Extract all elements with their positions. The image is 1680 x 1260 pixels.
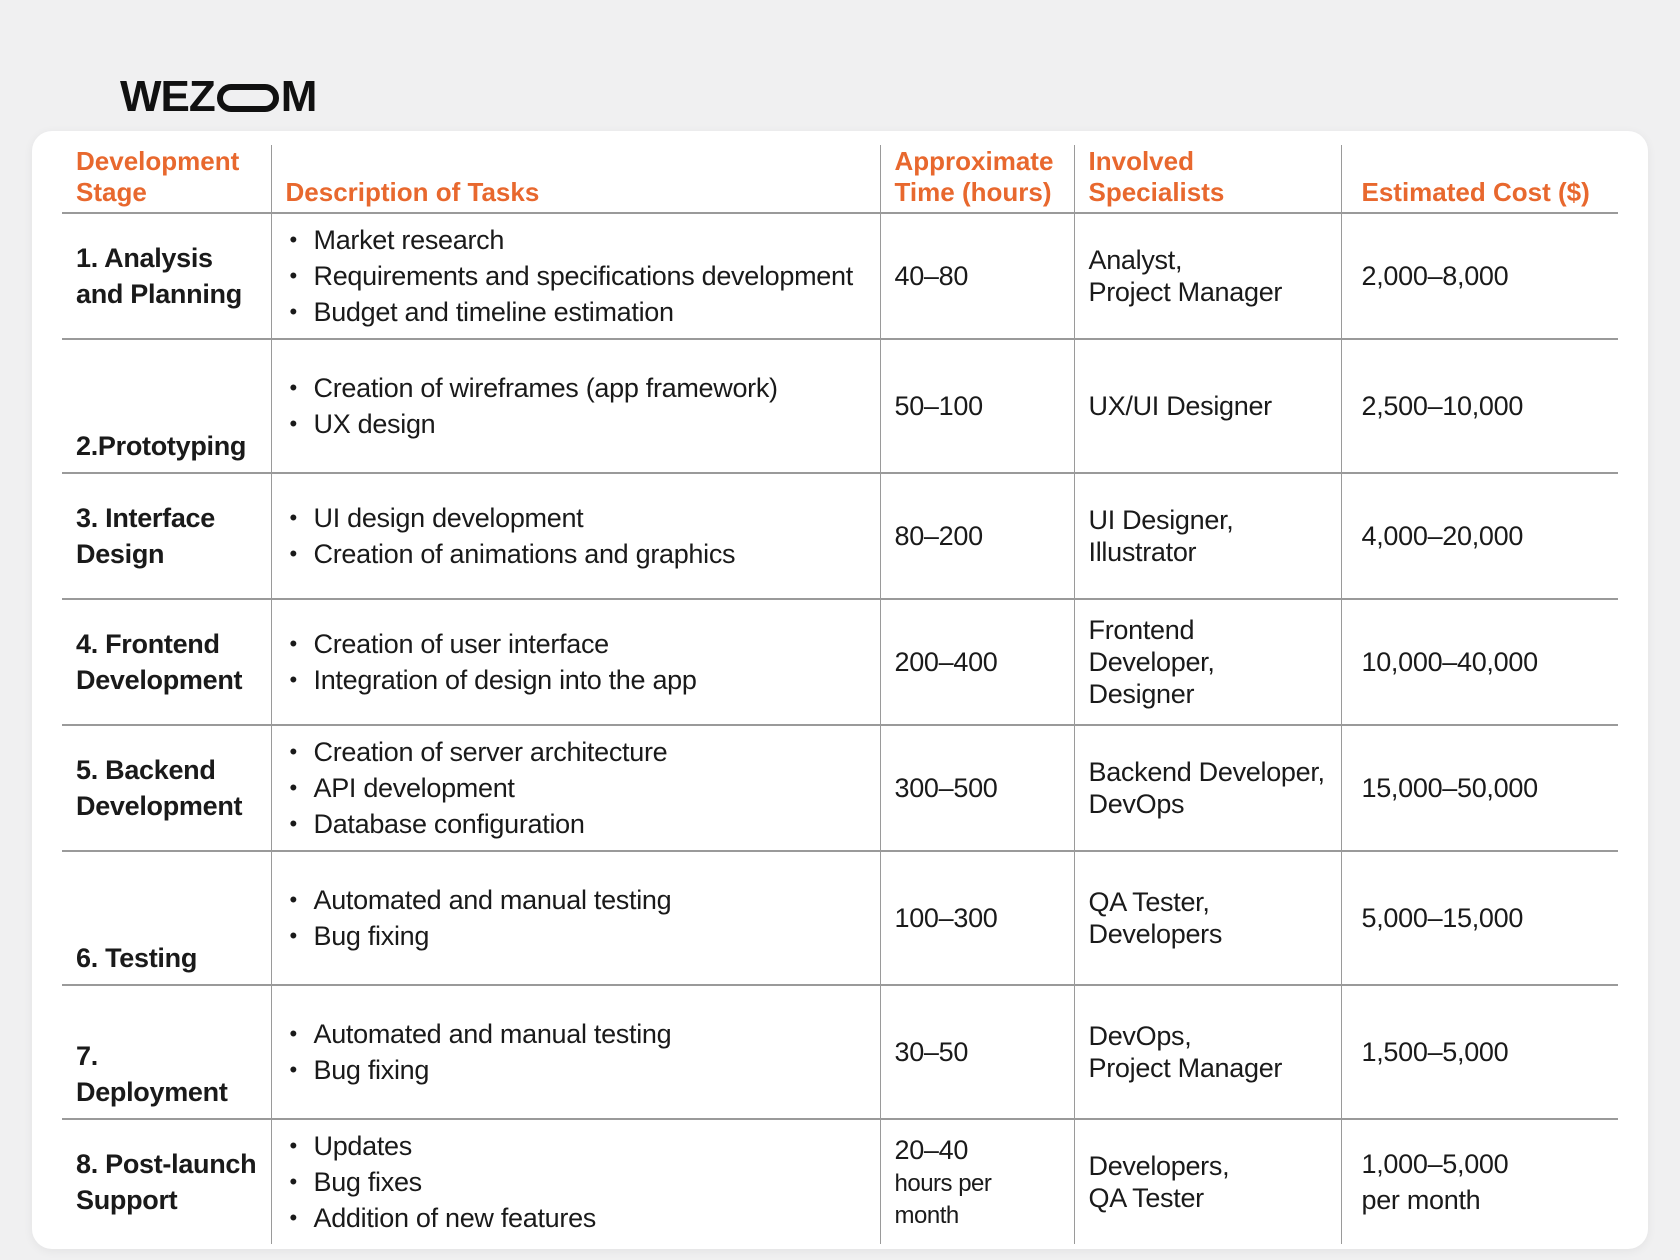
tasks-cell bbox=[271, 339, 880, 473]
table-row bbox=[62, 473, 1618, 599]
task-item: • Addition of new features bbox=[286, 1200, 866, 1236]
stage-cell: 5. Backend Development bbox=[62, 725, 271, 851]
task-list bbox=[286, 1016, 866, 1088]
tasks-cell bbox=[271, 985, 880, 1119]
task-item: • Creation of server architecture bbox=[286, 734, 866, 770]
cost-cell bbox=[1341, 851, 1618, 985]
time-cell bbox=[880, 725, 1074, 851]
time-cell bbox=[880, 1119, 1074, 1244]
header-tasks: Description of Tasks bbox=[271, 145, 880, 213]
time-value: 20–40 bbox=[894, 1135, 969, 1165]
table-row bbox=[62, 985, 1618, 1119]
time-cell bbox=[880, 213, 1074, 339]
task-item: • Integration of design into the app bbox=[286, 662, 866, 698]
cost-value: 1,500–5,000 bbox=[1361, 1037, 1509, 1067]
time-value: 40–80 bbox=[894, 261, 969, 291]
specialist-line: QA Tester, bbox=[1088, 887, 1210, 917]
time-value: 80–200 bbox=[894, 521, 983, 551]
cost-value: 2,500–10,000 bbox=[1361, 391, 1524, 421]
header-specialists: Involved Specialists bbox=[1074, 145, 1341, 213]
table-row bbox=[62, 851, 1618, 985]
task-item: • Requirements and specifications development bbox=[286, 258, 866, 294]
task-item: • Budget and timeline estimation bbox=[286, 294, 866, 330]
cost-value: 1,000–5,000 bbox=[1361, 1149, 1509, 1179]
header-stage: Development Stage bbox=[62, 145, 271, 213]
cost-value: 4,000–20,000 bbox=[1361, 521, 1524, 551]
table-row bbox=[62, 725, 1618, 851]
task-list bbox=[286, 1128, 866, 1236]
time-cell bbox=[880, 985, 1074, 1119]
cost-cell bbox=[1341, 339, 1618, 473]
specialists-cell bbox=[1074, 473, 1341, 599]
specialist-line: QA Tester bbox=[1088, 1183, 1204, 1213]
task-list bbox=[286, 500, 866, 572]
cost-cell bbox=[1341, 213, 1618, 339]
time-note: hours per month bbox=[894, 1170, 992, 1229]
specialists-cell bbox=[1074, 599, 1341, 725]
specialist-line: Backend Developer, bbox=[1088, 757, 1325, 787]
task-item: • Creation of user interface bbox=[286, 626, 866, 662]
specialists-cell bbox=[1074, 851, 1341, 985]
tasks-cell bbox=[271, 473, 880, 599]
tasks-cell bbox=[271, 599, 880, 725]
stage-cell: 8. Post-launch Support bbox=[76, 1149, 257, 1215]
stage-cell: 1. Analysis and Planning bbox=[62, 213, 271, 339]
time-value: 200–400 bbox=[894, 647, 998, 677]
task-item: • Bug fixes bbox=[286, 1164, 866, 1200]
specialist-line: Illustrator bbox=[1088, 537, 1197, 567]
task-item: • Updates bbox=[286, 1128, 866, 1164]
time-cell bbox=[880, 473, 1074, 599]
specialist-line: DevOps, bbox=[1088, 1021, 1192, 1051]
cost-cell bbox=[1341, 725, 1618, 851]
cost-value: 15,000–50,000 bbox=[1361, 773, 1538, 803]
time-cell bbox=[880, 339, 1074, 473]
task-item: • Creation of wireframes (app framework) bbox=[286, 370, 866, 406]
table-card bbox=[32, 131, 1648, 1249]
task-item: • Automated and manual testing bbox=[286, 882, 866, 918]
wezom-logo bbox=[120, 72, 316, 122]
specialist-line: Frontend Developer, bbox=[1088, 615, 1215, 677]
cost-value: 2,000–8,000 bbox=[1361, 261, 1509, 291]
stage-cell: 6. Testing bbox=[62, 851, 271, 985]
specialist-line: Project Manager bbox=[1088, 1053, 1283, 1083]
tasks-cell bbox=[271, 213, 880, 339]
tasks-cell bbox=[271, 1119, 880, 1244]
tasks-cell bbox=[271, 851, 880, 985]
task-item: • Automated and manual testing bbox=[286, 1016, 866, 1052]
task-list bbox=[286, 734, 866, 842]
task-item: • API development bbox=[286, 770, 866, 806]
cost-value: 10,000–40,000 bbox=[1361, 647, 1538, 677]
cost-cell bbox=[1341, 1119, 1618, 1244]
cost-cell bbox=[1341, 473, 1618, 599]
tasks-cell bbox=[271, 725, 880, 851]
specialist-line: Developers, bbox=[1088, 1151, 1230, 1181]
specialist-line: Designer bbox=[1088, 679, 1195, 709]
specialist-line: Analyst, bbox=[1088, 245, 1183, 275]
logo-o-shape bbox=[217, 84, 279, 112]
time-cell bbox=[880, 851, 1074, 985]
stage-cell: 4. Frontend Development bbox=[62, 599, 271, 725]
logo-text-left: WEZ bbox=[120, 72, 215, 121]
specialist-line: Project Manager bbox=[1088, 277, 1283, 307]
specialists-cell bbox=[1074, 985, 1341, 1119]
task-list bbox=[286, 222, 866, 330]
logo-text-right: M bbox=[280, 72, 317, 121]
header-cost: Estimated Cost ($) bbox=[1341, 145, 1618, 213]
specialist-line: UX/UI Designer bbox=[1088, 391, 1272, 421]
header-time: Approximate Time (hours) bbox=[880, 145, 1074, 213]
time-cell bbox=[880, 599, 1074, 725]
cost-cell bbox=[1341, 985, 1618, 1119]
task-item: • Database configuration bbox=[286, 806, 866, 842]
table-row bbox=[62, 213, 1618, 339]
specialists-cell bbox=[1074, 213, 1341, 339]
specialist-line: DevOps bbox=[1088, 789, 1185, 819]
specialist-line: UI Designer, bbox=[1088, 505, 1234, 535]
cost-note: per month bbox=[1361, 1185, 1481, 1215]
development-cost-table bbox=[62, 145, 1618, 1244]
table-row bbox=[62, 1119, 1618, 1244]
cost-value: 5,000–15,000 bbox=[1361, 903, 1524, 933]
specialists-cell bbox=[1074, 1119, 1341, 1244]
task-item: • Market research bbox=[286, 222, 866, 258]
specialist-line: Developers bbox=[1088, 919, 1223, 949]
task-item: • UX design bbox=[286, 406, 866, 442]
task-item: • UI design development bbox=[286, 500, 866, 536]
time-value: 50–100 bbox=[894, 391, 983, 421]
task-list bbox=[286, 882, 866, 954]
header-row bbox=[62, 145, 1618, 213]
time-value: 100–300 bbox=[894, 903, 998, 933]
table-row bbox=[62, 339, 1618, 473]
task-item: • Creation of animations and graphics bbox=[286, 536, 866, 572]
time-value: 30–50 bbox=[894, 1037, 969, 1067]
stage-cell: 2.Prototyping bbox=[62, 339, 271, 473]
task-item: • Bug fixing bbox=[286, 1052, 866, 1088]
specialists-cell bbox=[1074, 725, 1341, 851]
table-row bbox=[62, 599, 1618, 725]
cost-cell bbox=[1341, 599, 1618, 725]
specialists-cell bbox=[1074, 339, 1341, 473]
task-item: • Bug fixing bbox=[286, 918, 866, 954]
time-value: 300–500 bbox=[894, 773, 998, 803]
stage-cell: 7. Deployment bbox=[62, 985, 271, 1119]
task-list bbox=[286, 370, 866, 442]
stage-cell: 3. Interface Design bbox=[62, 473, 271, 599]
task-list bbox=[286, 626, 866, 698]
